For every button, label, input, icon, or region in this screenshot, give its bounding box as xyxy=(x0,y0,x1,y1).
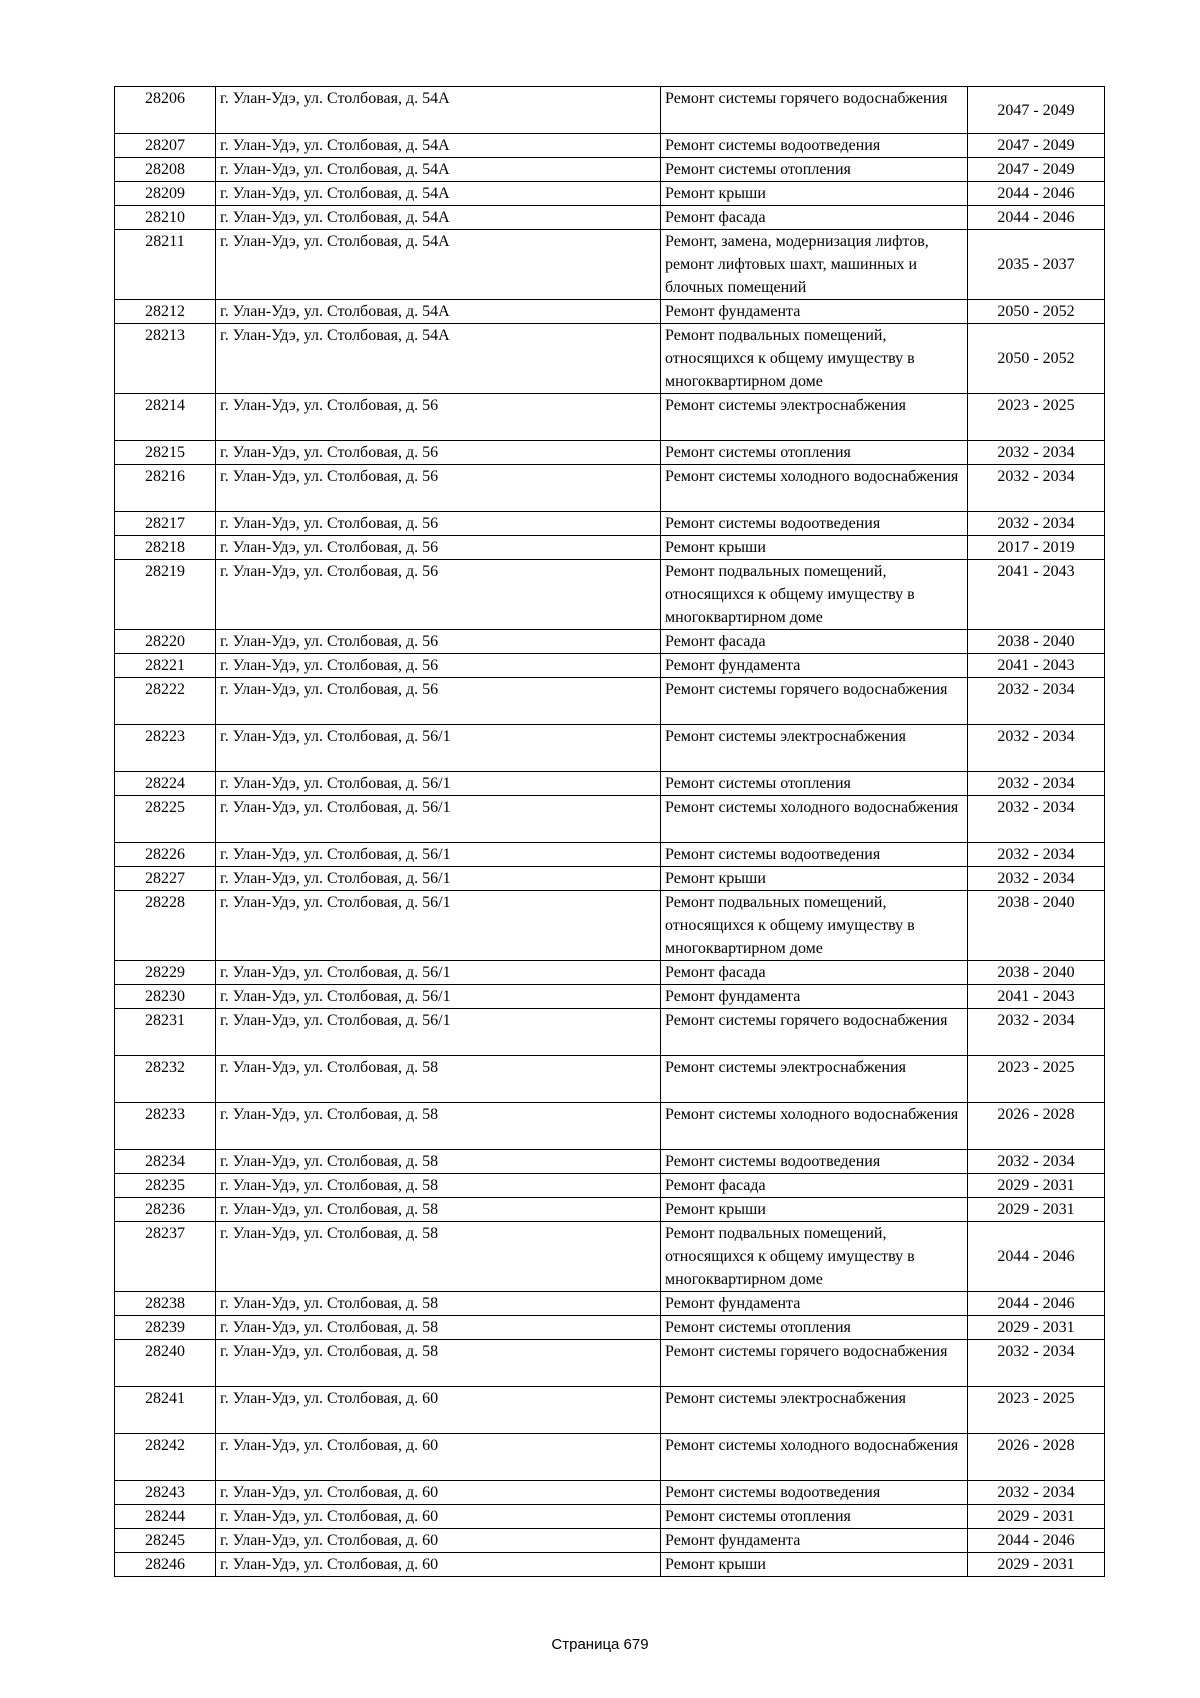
period-cell: 2041 - 2043 xyxy=(968,654,1105,678)
period-cell: 2023 - 2025 xyxy=(968,394,1105,441)
period-cell: 2050 - 2052 xyxy=(968,324,1105,394)
table-row xyxy=(115,1340,1105,1387)
table-row xyxy=(115,1434,1105,1481)
table-row xyxy=(115,158,1105,182)
address-cell: г. Улан-Удэ, ул. Столбовая, д. 56 xyxy=(216,536,661,560)
row-number: 28208 xyxy=(115,158,216,182)
table-row xyxy=(115,772,1105,796)
table-row xyxy=(115,843,1105,867)
work-type-cell: Ремонт фундамента xyxy=(661,1292,968,1316)
address-cell: г. Улан-Удэ, ул. Столбовая, д. 56/1 xyxy=(216,772,661,796)
row-number: 28209 xyxy=(115,182,216,206)
period-cell: 2041 - 2043 xyxy=(968,985,1105,1009)
row-number: 28230 xyxy=(115,985,216,1009)
page-number: Страница 679 xyxy=(551,1636,649,1653)
row-number: 28207 xyxy=(115,134,216,158)
row-number: 28219 xyxy=(115,560,216,630)
period-cell: 2038 - 2040 xyxy=(968,630,1105,654)
period-cell: 2047 - 2049 xyxy=(968,134,1105,158)
table-row xyxy=(115,725,1105,772)
address-cell: г. Улан-Удэ, ул. Столбовая, д. 58 xyxy=(216,1056,661,1103)
table-row xyxy=(115,441,1105,465)
work-type-cell: Ремонт системы горячего водоснабжения xyxy=(661,1009,968,1056)
period-cell: 2044 - 2046 xyxy=(968,1222,1105,1292)
table-row xyxy=(115,678,1105,725)
address-cell: г. Улан-Удэ, ул. Столбовая, д. 56 xyxy=(216,630,661,654)
address-cell: г. Улан-Удэ, ул. Столбовая, д. 56/1 xyxy=(216,867,661,891)
work-type-cell: Ремонт системы холодного водоснабжения xyxy=(661,1434,968,1481)
work-type-cell: Ремонт фасада xyxy=(661,1174,968,1198)
row-number: 28228 xyxy=(115,891,216,961)
period-cell: 2023 - 2025 xyxy=(968,1387,1105,1434)
row-number: 28243 xyxy=(115,1481,216,1505)
table-row xyxy=(115,324,1105,394)
row-number: 28222 xyxy=(115,678,216,725)
address-cell: г. Улан-Удэ, ул. Столбовая, д. 58 xyxy=(216,1340,661,1387)
address-cell: г. Улан-Удэ, ул. Столбовая, д. 56/1 xyxy=(216,891,661,961)
table-row xyxy=(115,1103,1105,1150)
row-number: 28213 xyxy=(115,324,216,394)
work-type-cell: Ремонт системы холодного водоснабжения xyxy=(661,1103,968,1150)
work-type-cell: Ремонт системы холодного водоснабжения xyxy=(661,796,968,843)
address-cell: г. Улан-Удэ, ул. Столбовая, д. 56 xyxy=(216,654,661,678)
work-type-cell: Ремонт системы отопления xyxy=(661,772,968,796)
work-type-cell: Ремонт системы водоотведения xyxy=(661,1150,968,1174)
work-type-cell: Ремонт системы горячего водоснабжения xyxy=(661,678,968,725)
address-cell: г. Улан-Удэ, ул. Столбовая, д. 54А xyxy=(216,206,661,230)
table-row xyxy=(115,1056,1105,1103)
row-number: 28236 xyxy=(115,1198,216,1222)
row-number: 28239 xyxy=(115,1316,216,1340)
work-type-cell: Ремонт системы водоотведения xyxy=(661,512,968,536)
period-cell: 2047 - 2049 xyxy=(968,158,1105,182)
work-type-cell: Ремонт фундамента xyxy=(661,654,968,678)
work-type-cell: Ремонт системы отопления xyxy=(661,158,968,182)
period-cell: 2038 - 2040 xyxy=(968,961,1105,985)
address-cell: г. Улан-Удэ, ул. Столбовая, д. 58 xyxy=(216,1198,661,1222)
work-type-cell: Ремонт фасада xyxy=(661,206,968,230)
table-row xyxy=(115,1174,1105,1198)
address-cell: г. Улан-Удэ, ул. Столбовая, д. 56 xyxy=(216,678,661,725)
table-row xyxy=(115,560,1105,630)
table-row xyxy=(115,206,1105,230)
address-cell: г. Улан-Удэ, ул. Столбовая, д. 56 xyxy=(216,441,661,465)
work-type-cell: Ремонт системы отопления xyxy=(661,1505,968,1529)
work-type-cell: Ремонт системы электроснабжения xyxy=(661,394,968,441)
period-cell: 2032 - 2034 xyxy=(968,512,1105,536)
address-cell: г. Улан-Удэ, ул. Столбовая, д. 56/1 xyxy=(216,796,661,843)
table-row xyxy=(115,87,1105,134)
address-cell: г. Улан-Удэ, ул. Столбовая, д. 56/1 xyxy=(216,985,661,1009)
table-row xyxy=(115,1009,1105,1056)
address-cell: г. Улан-Удэ, ул. Столбовая, д. 58 xyxy=(216,1174,661,1198)
address-cell: г. Улан-Удэ, ул. Столбовая, д. 56/1 xyxy=(216,1009,661,1056)
row-number: 28231 xyxy=(115,1009,216,1056)
row-number: 28246 xyxy=(115,1553,216,1577)
table-row xyxy=(115,891,1105,961)
row-number: 28218 xyxy=(115,536,216,560)
address-cell: г. Улан-Удэ, ул. Столбовая, д. 60 xyxy=(216,1434,661,1481)
address-cell: г. Улан-Удэ, ул. Столбовая, д. 58 xyxy=(216,1103,661,1150)
address-cell: г. Улан-Удэ, ул. Столбовая, д. 56 xyxy=(216,560,661,630)
period-cell: 2032 - 2034 xyxy=(968,441,1105,465)
table-row xyxy=(115,512,1105,536)
work-type-cell: Ремонт фундамента xyxy=(661,985,968,1009)
work-type-cell: Ремонт крыши xyxy=(661,182,968,206)
address-cell: г. Улан-Удэ, ул. Столбовая, д. 56 xyxy=(216,512,661,536)
period-cell: 2047 - 2049 xyxy=(968,87,1105,134)
table-row xyxy=(115,1553,1105,1577)
work-type-cell: Ремонт системы водоотведения xyxy=(661,843,968,867)
period-cell: 2038 - 2040 xyxy=(968,891,1105,961)
row-number: 28214 xyxy=(115,394,216,441)
row-number: 28241 xyxy=(115,1387,216,1434)
table-row xyxy=(115,536,1105,560)
address-cell: г. Улан-Удэ, ул. Столбовая, д. 58 xyxy=(216,1292,661,1316)
period-cell: 2026 - 2028 xyxy=(968,1103,1105,1150)
work-type-cell: Ремонт фасада xyxy=(661,630,968,654)
work-type-cell: Ремонт системы отопления xyxy=(661,1316,968,1340)
work-type-cell: Ремонт системы водоотведения xyxy=(661,1481,968,1505)
period-cell: 2032 - 2034 xyxy=(968,678,1105,725)
work-type-cell: Ремонт фундамента xyxy=(661,1529,968,1553)
work-type-cell: Ремонт подвальных помещений, относящихся к общему имуществу в многоквартирном доме xyxy=(661,560,968,630)
table-row xyxy=(115,300,1105,324)
period-cell: 2032 - 2034 xyxy=(968,867,1105,891)
work-type-cell: Ремонт фасада xyxy=(661,961,968,985)
period-cell: 2032 - 2034 xyxy=(968,796,1105,843)
row-number: 28216 xyxy=(115,465,216,512)
row-number: 28245 xyxy=(115,1529,216,1553)
address-cell: г. Улан-Удэ, ул. Столбовая, д. 54А xyxy=(216,230,661,300)
table-row xyxy=(115,134,1105,158)
period-cell: 2032 - 2034 xyxy=(968,465,1105,512)
address-cell: г. Улан-Удэ, ул. Столбовая, д. 60 xyxy=(216,1481,661,1505)
period-cell: 2029 - 2031 xyxy=(968,1316,1105,1340)
address-cell: г. Улан-Удэ, ул. Столбовая, д. 54А xyxy=(216,324,661,394)
row-number: 28232 xyxy=(115,1056,216,1103)
period-cell: 2032 - 2034 xyxy=(968,772,1105,796)
work-type-cell: Ремонт крыши xyxy=(661,1198,968,1222)
row-number: 28226 xyxy=(115,843,216,867)
table-row xyxy=(115,1316,1105,1340)
work-type-cell: Ремонт системы горячего водоснабжения xyxy=(661,1340,968,1387)
row-number: 28234 xyxy=(115,1150,216,1174)
row-number: 28229 xyxy=(115,961,216,985)
work-type-cell: Ремонт системы холодного водоснабжения xyxy=(661,465,968,512)
work-type-cell: Ремонт подвальных помещений, относящихся к общему имуществу в многоквартирном доме xyxy=(661,324,968,394)
period-cell: 2044 - 2046 xyxy=(968,206,1105,230)
period-cell: 2032 - 2034 xyxy=(968,1009,1105,1056)
table-row xyxy=(115,1481,1105,1505)
table-row xyxy=(115,1292,1105,1316)
work-type-cell: Ремонт системы водоотведения xyxy=(661,134,968,158)
row-number: 28238 xyxy=(115,1292,216,1316)
row-number: 28240 xyxy=(115,1340,216,1387)
address-cell: г. Улан-Удэ, ул. Столбовая, д. 56/1 xyxy=(216,725,661,772)
repair-schedule-table xyxy=(114,86,1105,1577)
address-cell: г. Улан-Удэ, ул. Столбовая, д. 58 xyxy=(216,1316,661,1340)
period-cell: 2041 - 2043 xyxy=(968,560,1105,630)
period-cell: 2050 - 2052 xyxy=(968,300,1105,324)
address-cell: г. Улан-Удэ, ул. Столбовая, д. 60 xyxy=(216,1505,661,1529)
table-row xyxy=(115,961,1105,985)
table-row xyxy=(115,796,1105,843)
period-cell: 2029 - 2031 xyxy=(968,1174,1105,1198)
work-type-cell: Ремонт системы отопления xyxy=(661,441,968,465)
address-cell: г. Улан-Удэ, ул. Столбовая, д. 54А xyxy=(216,300,661,324)
period-cell: 2032 - 2034 xyxy=(968,1150,1105,1174)
table-row xyxy=(115,1529,1105,1553)
period-cell: 2026 - 2028 xyxy=(968,1434,1105,1481)
row-number: 28237 xyxy=(115,1222,216,1292)
table-row xyxy=(115,654,1105,678)
work-type-cell: Ремонт подвальных помещений, относящихся к общему имуществу в многоквартирном доме xyxy=(661,1222,968,1292)
table-row xyxy=(115,1222,1105,1292)
table-row xyxy=(115,465,1105,512)
row-number: 28224 xyxy=(115,772,216,796)
period-cell: 2017 - 2019 xyxy=(968,536,1105,560)
row-number: 28206 xyxy=(115,87,216,134)
row-number: 28221 xyxy=(115,654,216,678)
address-cell: г. Улан-Удэ, ул. Столбовая, д. 54А xyxy=(216,182,661,206)
work-type-cell: Ремонт крыши xyxy=(661,867,968,891)
table-row xyxy=(115,985,1105,1009)
work-type-cell: Ремонт подвальных помещений, относящихся к общему имуществу в многоквартирном доме xyxy=(661,891,968,961)
table-row xyxy=(115,1198,1105,1222)
address-cell: г. Улан-Удэ, ул. Столбовая, д. 58 xyxy=(216,1150,661,1174)
address-cell: г. Улан-Удэ, ул. Столбовая, д. 54А xyxy=(216,87,661,134)
period-cell: 2044 - 2046 xyxy=(968,182,1105,206)
work-type-cell: Ремонт крыши xyxy=(661,1553,968,1577)
row-number: 28210 xyxy=(115,206,216,230)
work-type-cell: Ремонт крыши xyxy=(661,536,968,560)
address-cell: г. Улан-Удэ, ул. Столбовая, д. 54А xyxy=(216,134,661,158)
row-number: 28217 xyxy=(115,512,216,536)
table-row xyxy=(115,230,1105,300)
period-cell: 2029 - 2031 xyxy=(968,1553,1105,1577)
work-type-cell: Ремонт, замена, модернизация лифтов, ремонт лифтовых шахт, машинных и блочных помещений xyxy=(661,230,968,300)
table-row xyxy=(115,630,1105,654)
row-number: 28227 xyxy=(115,867,216,891)
period-cell: 2029 - 2031 xyxy=(968,1198,1105,1222)
period-cell: 2044 - 2046 xyxy=(968,1529,1105,1553)
row-number: 28223 xyxy=(115,725,216,772)
address-cell: г. Улан-Удэ, ул. Столбовая, д. 60 xyxy=(216,1387,661,1434)
address-cell: г. Улан-Удэ, ул. Столбовая, д. 56/1 xyxy=(216,843,661,867)
address-cell: г. Улан-Удэ, ул. Столбовая, д. 58 xyxy=(216,1222,661,1292)
work-type-cell: Ремонт системы горячего водоснабжения xyxy=(661,87,968,134)
row-number: 28235 xyxy=(115,1174,216,1198)
row-number: 28233 xyxy=(115,1103,216,1150)
address-cell: г. Улан-Удэ, ул. Столбовая, д. 56 xyxy=(216,394,661,441)
work-type-cell: Ремонт фундамента xyxy=(661,300,968,324)
table-row xyxy=(115,1505,1105,1529)
row-number: 28212 xyxy=(115,300,216,324)
period-cell: 2032 - 2034 xyxy=(968,843,1105,867)
period-cell: 2035 - 2037 xyxy=(968,230,1105,300)
row-number: 28215 xyxy=(115,441,216,465)
address-cell: г. Улан-Удэ, ул. Столбовая, д. 56/1 xyxy=(216,961,661,985)
work-type-cell: Ремонт системы электроснабжения xyxy=(661,725,968,772)
period-cell: 2044 - 2046 xyxy=(968,1292,1105,1316)
period-cell: 2032 - 2034 xyxy=(968,1481,1105,1505)
table-row xyxy=(115,182,1105,206)
row-number: 28211 xyxy=(115,230,216,300)
work-type-cell: Ремонт системы электроснабжения xyxy=(661,1387,968,1434)
row-number: 28225 xyxy=(115,796,216,843)
address-cell: г. Улан-Удэ, ул. Столбовая, д. 54А xyxy=(216,158,661,182)
address-cell: г. Улан-Удэ, ул. Столбовая, д. 60 xyxy=(216,1529,661,1553)
period-cell: 2032 - 2034 xyxy=(968,725,1105,772)
row-number: 28242 xyxy=(115,1434,216,1481)
table-row xyxy=(115,1387,1105,1434)
row-number: 28220 xyxy=(115,630,216,654)
period-cell: 2029 - 2031 xyxy=(968,1505,1105,1529)
table-row xyxy=(115,867,1105,891)
address-cell: г. Улан-Удэ, ул. Столбовая, д. 60 xyxy=(216,1553,661,1577)
work-type-cell: Ремонт системы электроснабжения xyxy=(661,1056,968,1103)
address-cell: г. Улан-Удэ, ул. Столбовая, д. 56 xyxy=(216,465,661,512)
table-body xyxy=(115,87,1105,1577)
period-cell: 2023 - 2025 xyxy=(968,1056,1105,1103)
period-cell: 2032 - 2034 xyxy=(968,1340,1105,1387)
row-number: 28244 xyxy=(115,1505,216,1529)
table-row xyxy=(115,394,1105,441)
table-row xyxy=(115,1150,1105,1174)
